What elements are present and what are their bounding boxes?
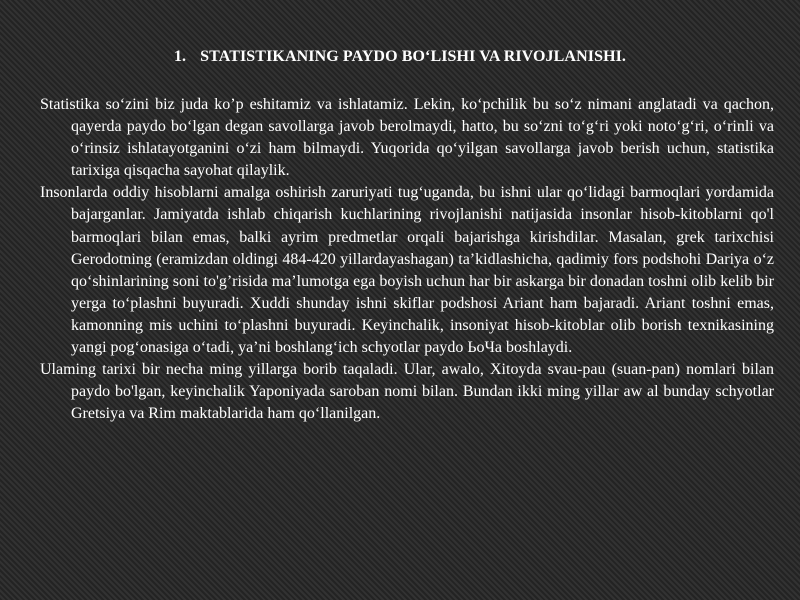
paragraph-2: Insonlarda oddiy hisoblarni amalga oshirish zaruriyati tug‘uganda, bu ishni ular qo‘lidagi barmoqlari yordamida bajarganlar. Jamiyatda ishlab chiqarish kuchlarining rivojlanishi natijasida insonlar hisob-kitoblarni qo'l barmoqlari bilan emas, balki ayrim predmetlar orqali bajarishga kirishdilar. Masalan, grek tarixchisi Gerodotning (eramizdan oldingi 484-420 yillardayashagan) ta’kidlashicha, qadimiy fors podshohi Dariya o‘z qo‘shinlarining soni to'g’risida ma’lumotga ega boyish uchun har bir askarga bir donadan toshni olib kelib bir yerga to‘plashni buyuradi. Xuddi shunday ishni skiflar podshosi Ariant ham bajaradi. Ariant toshni emas, kamonning mis uchini to‘plashni buyuradi. Keyinchalik, insoniyat hisob-kitoblar olib borish texnikasining yangi pog‘onasiga o‘tadi, ya’ni boshlang‘ich schyotlar paydo ЬоЧа boshlaydi.: [40, 184, 774, 357]
slide-body: [40, 94, 774, 425]
paragraph-1: Statistika so‘zini biz juda ko’p eshitamiz va ishlatamiz. Lekin, ko‘pchilik bu so‘z nimani anglatadi va qachon, qayerda paydo bo‘lgan degan savollarga javob berolmaydi, hatto, bu so‘zni to‘g‘ri yoki noto‘g‘ri, o‘rinli va o‘rinsiz ishlatayotganini o‘zi ham bilmaydi. Yuqorida qo‘yilgan savollarga javob berish uchun, statistika tarixiga qisqacha sayohat qilaylik.: [40, 96, 774, 180]
slide-title: [0, 48, 800, 66]
title-text: STATISTIKANING PAYDO BO‘LISHI VA RIVOJLANISHI.: [200, 48, 627, 65]
title-number: 1.: [173, 48, 187, 65]
paragraph-3: Ulaming tarixi bir necha ming yillarga borib taqaladi. Ular, awalo, Xitoyda svau-pau (suan-pan) nomlari bilan paydo bo'lgan, keyinchalik Yaponiyada saroban nomi bilan. Bundan ikki ming yillar aw al bunday schyotlar Gretsiya va Rim maktablarida ham qo‘llanilgan.: [40, 361, 774, 423]
